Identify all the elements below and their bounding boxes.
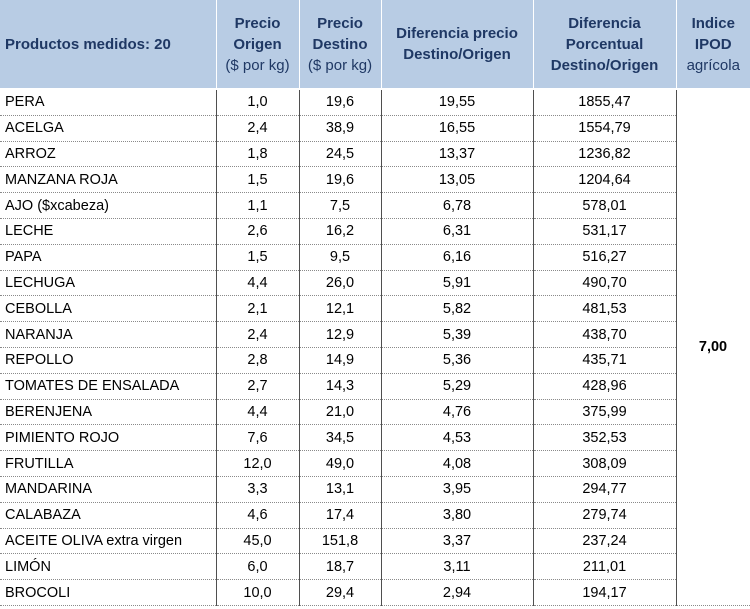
percent-diff-cell: 438,70 (533, 322, 676, 348)
price-diff-cell: 3,11 (381, 554, 533, 580)
percent-diff-cell: 490,70 (533, 270, 676, 296)
product-cell: NARANJA (0, 322, 216, 348)
price-diff-cell: 5,29 (381, 373, 533, 399)
percent-diff-cell: 237,24 (533, 528, 676, 554)
table-row (0, 218, 750, 244)
origin-price-cell: 7,6 (216, 425, 299, 451)
header-products (0, 0, 216, 89)
percent-diff-cell: 516,27 (533, 244, 676, 270)
product-cell: PIMIENTO ROJO (0, 425, 216, 451)
header-destination-unit: ($ por kg) (307, 56, 373, 74)
table-row (0, 322, 750, 348)
origin-price-cell: 1,8 (216, 141, 299, 167)
ipod-value-cell: 7,00 (676, 89, 750, 605)
percent-diff-cell: 531,17 (533, 218, 676, 244)
product-cell: ACELGA (0, 115, 216, 141)
header-diff-label: Diferencia precio Destino/Origen (396, 25, 518, 63)
table-row (0, 425, 750, 451)
origin-price-cell: 2,8 (216, 347, 299, 373)
destination-price-cell: 19,6 (299, 167, 381, 193)
destination-price-cell: 18,7 (299, 554, 381, 580)
price-diff-cell: 3,37 (381, 528, 533, 554)
origin-price-cell: 1,1 (216, 193, 299, 219)
origin-price-cell: 2,1 (216, 296, 299, 322)
table-row (0, 141, 750, 167)
origin-price-cell: 6,0 (216, 554, 299, 580)
header-ipod-unit: agrícola (686, 56, 740, 74)
percent-diff-cell: 578,01 (533, 193, 676, 219)
destination-price-cell: 38,9 (299, 115, 381, 141)
price-diff-cell: 16,55 (381, 115, 533, 141)
percent-diff-cell: 1204,64 (533, 167, 676, 193)
price-diff-cell: 6,78 (381, 193, 533, 219)
header-destination (299, 0, 381, 89)
destination-price-cell: 29,4 (299, 580, 381, 606)
table-row (0, 554, 750, 580)
product-cell: PERA (0, 89, 216, 115)
percent-diff-cell: 1855,47 (533, 89, 676, 115)
destination-price-cell: 151,8 (299, 528, 381, 554)
percent-diff-cell: 211,01 (533, 554, 676, 580)
product-cell: LECHE (0, 218, 216, 244)
destination-price-cell: 14,9 (299, 347, 381, 373)
header-pct (533, 0, 676, 89)
percent-diff-cell: 1236,82 (533, 141, 676, 167)
price-diff-cell: 5,39 (381, 322, 533, 348)
table-row (0, 270, 750, 296)
table-row (0, 296, 750, 322)
origin-price-cell: 2,7 (216, 373, 299, 399)
header-origin-label: Precio Origen (233, 14, 282, 53)
price-diff-cell: 6,16 (381, 244, 533, 270)
percent-diff-cell: 428,96 (533, 373, 676, 399)
percent-diff-cell: 194,17 (533, 580, 676, 606)
price-diff-cell: 6,31 (381, 218, 533, 244)
destination-price-cell: 26,0 (299, 270, 381, 296)
origin-price-cell: 10,0 (216, 580, 299, 606)
header-destination-label: Precio Destino (312, 14, 368, 53)
destination-price-cell: 17,4 (299, 502, 381, 528)
percent-diff-cell: 352,53 (533, 425, 676, 451)
header-pct-label: Diferencia Porcentual Destino/Origen (550, 14, 659, 74)
percent-diff-cell: 308,09 (533, 451, 676, 477)
destination-price-cell: 12,1 (299, 296, 381, 322)
price-diff-cell: 2,94 (381, 580, 533, 606)
table-row (0, 115, 750, 141)
destination-price-cell: 13,1 (299, 476, 381, 502)
destination-price-cell: 14,3 (299, 373, 381, 399)
table-row (0, 193, 750, 219)
table-row (0, 399, 750, 425)
price-diff-cell: 3,95 (381, 476, 533, 502)
price-diff-cell: 5,91 (381, 270, 533, 296)
table-row (0, 347, 750, 373)
origin-price-cell: 2,6 (216, 218, 299, 244)
origin-price-cell: 3,3 (216, 476, 299, 502)
header-ipod-label: Indice IPOD (691, 14, 735, 53)
header-products-label: Productos medidos: 20 (5, 35, 171, 53)
price-diff-cell: 4,53 (381, 425, 533, 451)
product-cell: CALABAZA (0, 502, 216, 528)
product-cell: TOMATES DE ENSALADA (0, 373, 216, 399)
table-row (0, 451, 750, 477)
origin-price-cell: 12,0 (216, 451, 299, 477)
product-cell: CEBOLLA (0, 296, 216, 322)
destination-price-cell: 49,0 (299, 451, 381, 477)
product-cell: MANDARINA (0, 476, 216, 502)
percent-diff-cell: 481,53 (533, 296, 676, 322)
percent-diff-cell: 279,74 (533, 502, 676, 528)
origin-price-cell: 1,5 (216, 167, 299, 193)
table-body (0, 89, 750, 605)
origin-price-cell: 1,5 (216, 244, 299, 270)
product-cell: BERENJENA (0, 399, 216, 425)
price-diff-cell: 13,37 (381, 141, 533, 167)
origin-price-cell: 4,4 (216, 270, 299, 296)
destination-price-cell: 16,2 (299, 218, 381, 244)
product-cell: LIMÓN (0, 554, 216, 580)
header-ipod (676, 0, 750, 89)
destination-price-cell: 19,6 (299, 89, 381, 115)
percent-diff-cell: 294,77 (533, 476, 676, 502)
destination-price-cell: 12,9 (299, 322, 381, 348)
product-cell: REPOLLO (0, 347, 216, 373)
origin-price-cell: 4,4 (216, 399, 299, 425)
header-diff (381, 0, 533, 89)
table-row (0, 167, 750, 193)
origin-price-cell: 2,4 (216, 322, 299, 348)
product-cell: BROCOLI (0, 580, 216, 606)
product-cell: AJO ($xcabeza) (0, 193, 216, 219)
product-cell: PAPA (0, 244, 216, 270)
destination-price-cell: 9,5 (299, 244, 381, 270)
price-diff-cell: 5,82 (381, 296, 533, 322)
destination-price-cell: 24,5 (299, 141, 381, 167)
table-row (0, 502, 750, 528)
product-cell: ACEITE OLIVA extra virgen (0, 528, 216, 554)
price-diff-cell: 13,05 (381, 167, 533, 193)
percent-diff-cell: 1554,79 (533, 115, 676, 141)
table-row (0, 476, 750, 502)
origin-price-cell: 45,0 (216, 528, 299, 554)
price-diff-cell: 3,80 (381, 502, 533, 528)
destination-price-cell: 34,5 (299, 425, 381, 451)
price-diff-cell: 19,55 (381, 89, 533, 115)
table-row (0, 89, 750, 115)
header-row (0, 0, 750, 89)
destination-price-cell: 7,5 (299, 193, 381, 219)
product-cell: ARROZ (0, 141, 216, 167)
percent-diff-cell: 435,71 (533, 347, 676, 373)
destination-price-cell: 21,0 (299, 399, 381, 425)
origin-price-cell: 2,4 (216, 115, 299, 141)
price-diff-cell: 5,36 (381, 347, 533, 373)
origin-price-cell: 4,6 (216, 502, 299, 528)
table-row (0, 580, 750, 606)
percent-diff-cell: 375,99 (533, 399, 676, 425)
origin-price-cell: 1,0 (216, 89, 299, 115)
table-row (0, 373, 750, 399)
product-cell: LECHUGA (0, 270, 216, 296)
table-row (0, 244, 750, 270)
header-origin (216, 0, 299, 89)
price-diff-cell: 4,76 (381, 399, 533, 425)
table-row (0, 528, 750, 554)
header-origin-unit: ($ por kg) (225, 56, 290, 74)
product-cell: MANZANA ROJA (0, 167, 216, 193)
product-cell: FRUTILLA (0, 451, 216, 477)
price-diff-cell: 4,08 (381, 451, 533, 477)
